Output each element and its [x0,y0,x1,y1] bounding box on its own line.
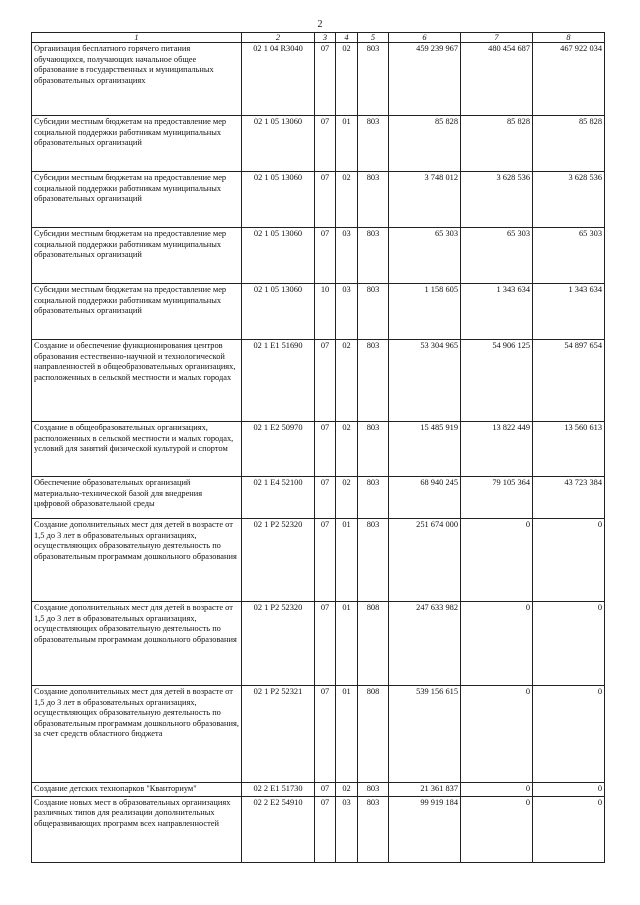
row-admin-code: 803 [358,783,389,797]
row-amount-col7: 0 [461,796,533,862]
table-row [32,783,605,797]
row-amount-col7: 0 [461,783,533,797]
row-amount-col7: 85 828 [461,116,533,172]
row-subsection: 01 [336,686,358,783]
row-amount-col8: 0 [533,519,605,602]
row-name: Субсидии местным бюджетам на предоставление мер социальной поддержки работникам муниципальных образовательных организаций [32,116,242,172]
row-amount-col8: 65 303 [533,228,605,284]
table-row [32,228,605,284]
row-section: 10 [315,284,336,340]
row-amount-col8: 3 628 536 [533,172,605,228]
row-admin-code: 803 [358,284,389,340]
row-code: 02 1 04 R3040 [242,43,315,116]
row-amount-col6: 15 485 919 [389,422,461,477]
row-amount-col6: 247 633 982 [389,602,461,686]
row-section: 07 [315,796,336,862]
row-subsection: 02 [336,477,358,519]
header-cell-3: 3 [315,33,336,43]
table-row [32,796,605,862]
row-name: Создание детских технопарков "Кванториум" [32,783,242,797]
row-code: 02 1 05 13060 [242,172,315,228]
table-row [32,422,605,477]
row-amount-col7: 13 822 449 [461,422,533,477]
row-name: Создание дополнительных мест для детей в возрасте от 1,5 до 3 лет в образовательных организациях, осуществляющих образовательную деятельность по образовательным программам дошкольного образования, за счет средств областного бюджета [32,686,242,783]
header-cell-6: 6 [389,33,461,43]
row-amount-col6: 65 303 [389,228,461,284]
row-amount-col8: 0 [533,686,605,783]
table-row [32,686,605,783]
row-code: 02 2 E1 51730 [242,783,315,797]
row-code: 02 1 05 13060 [242,116,315,172]
row-code: 02 1 05 13060 [242,284,315,340]
row-amount-col7: 0 [461,602,533,686]
row-section: 07 [315,172,336,228]
row-section: 07 [315,116,336,172]
row-amount-col7: 65 303 [461,228,533,284]
row-amount-col8: 0 [533,796,605,862]
header-cell-1: 1 [32,33,242,43]
row-amount-col7: 1 343 634 [461,284,533,340]
row-amount-col8: 467 922 034 [533,43,605,116]
row-amount-col8: 0 [533,783,605,797]
row-admin-code: 803 [358,796,389,862]
row-amount-col6: 99 919 184 [389,796,461,862]
row-code: 02 1 P2 52321 [242,686,315,783]
row-amount-col6: 21 361 837 [389,783,461,797]
row-section: 07 [315,340,336,422]
row-name: Организация бесплатного горячего питания обучающихся, получающих начальное общее образование в государственных и муниципальных образовательных организациях [32,43,242,116]
row-subsection: 01 [336,519,358,602]
row-section: 07 [315,228,336,284]
row-section: 07 [315,686,336,783]
row-subsection: 03 [336,228,358,284]
row-section: 07 [315,519,336,602]
row-subsection: 03 [336,284,358,340]
budget-table [31,32,605,863]
row-subsection: 03 [336,796,358,862]
row-subsection: 02 [336,43,358,116]
row-code: 02 1 E2 50970 [242,422,315,477]
row-amount-col6: 68 940 245 [389,477,461,519]
header-cell-5: 5 [358,33,389,43]
row-amount-col8: 0 [533,602,605,686]
table-row [32,602,605,686]
page-number: 2 [317,19,323,30]
row-amount-col8: 1 343 634 [533,284,605,340]
header-cell-8: 8 [533,33,605,43]
table-row [32,116,605,172]
row-code: 02 1 E1 51690 [242,340,315,422]
row-name: Субсидии местным бюджетам на предоставление мер социальной поддержки работникам муниципальных образовательных организаций [32,284,242,340]
row-amount-col8: 54 897 654 [533,340,605,422]
row-amount-col7: 480 454 687 [461,43,533,116]
table-row [32,172,605,228]
row-amount-col6: 1 158 605 [389,284,461,340]
table-row [32,519,605,602]
row-subsection: 02 [336,422,358,477]
row-admin-code: 803 [358,228,389,284]
header-cell-7: 7 [461,33,533,43]
row-amount-col6: 53 304 965 [389,340,461,422]
row-amount-col6: 459 239 967 [389,43,461,116]
row-name: Субсидии местным бюджетам на предоставление мер социальной поддержки работникам муниципальных образовательных организаций [32,172,242,228]
row-code: 02 1 E4 52100 [242,477,315,519]
row-section: 07 [315,602,336,686]
row-name: Создание дополнительных мест для детей в возрасте от 1,5 до 3 лет в образовательных организациях, осуществляющих образовательную деятельность по образовательным программам дошкольного образования [32,519,242,602]
row-admin-code: 803 [358,519,389,602]
row-name: Обеспечение образовательных организаций материально-технической базой для внедрения цифровой образовательной среды [32,477,242,519]
row-subsection: 02 [336,783,358,797]
row-admin-code: 808 [358,602,389,686]
row-name: Создание дополнительных мест для детей в возрасте от 1,5 до 3 лет в образовательных организациях, осуществляющих образовательную деятельность по образовательным программам дошкольного образования [32,602,242,686]
row-amount-col7: 3 628 536 [461,172,533,228]
row-section: 07 [315,422,336,477]
row-section: 07 [315,783,336,797]
row-subsection: 01 [336,602,358,686]
row-amount-col8: 13 560 613 [533,422,605,477]
row-name: Создание новых мест в образовательных организациях различных типов для реализации дополнительных общеразвивающих программ всех направленностей [32,796,242,862]
row-code: 02 1 P2 52320 [242,519,315,602]
row-code: 02 1 P2 52320 [242,602,315,686]
row-amount-col8: 85 828 [533,116,605,172]
row-name: Создание и обеспечение функционирования центров образования естественно-научной и технологической направленностей в общеобразовательных организациях, расположенных в сельской местности и малых городах [32,340,242,422]
header-row [32,33,605,43]
row-admin-code: 803 [358,116,389,172]
row-amount-col7: 79 105 364 [461,477,533,519]
row-amount-col6: 539 156 615 [389,686,461,783]
table-row [32,284,605,340]
row-subsection: 01 [336,116,358,172]
header-cell-4: 4 [336,33,358,43]
row-admin-code: 803 [358,422,389,477]
row-name: Создание в общеобразовательных организациях, расположенных в сельской местности и малых городах, условий для занятий физической культурой и спортом [32,422,242,477]
table-row [32,477,605,519]
row-section: 07 [315,43,336,116]
row-section: 07 [315,477,336,519]
row-amount-col6: 85 828 [389,116,461,172]
row-amount-col6: 251 674 000 [389,519,461,602]
row-admin-code: 803 [358,43,389,116]
row-admin-code: 803 [358,477,389,519]
row-admin-code: 803 [358,172,389,228]
row-admin-code: 803 [358,340,389,422]
row-amount-col7: 0 [461,519,533,602]
row-subsection: 02 [336,340,358,422]
row-admin-code: 808 [358,686,389,783]
row-code: 02 2 E2 54910 [242,796,315,862]
row-amount-col7: 0 [461,686,533,783]
row-name: Субсидии местным бюджетам на предоставление мер социальной поддержки работникам муниципальных образовательных организаций [32,228,242,284]
row-amount-col7: 54 906 125 [461,340,533,422]
header-cell-2: 2 [242,33,315,43]
row-amount-col8: 43 723 384 [533,477,605,519]
table-row [32,340,605,422]
row-amount-col6: 3 748 012 [389,172,461,228]
table-row [32,43,605,116]
row-code: 02 1 05 13060 [242,228,315,284]
row-subsection: 02 [336,172,358,228]
